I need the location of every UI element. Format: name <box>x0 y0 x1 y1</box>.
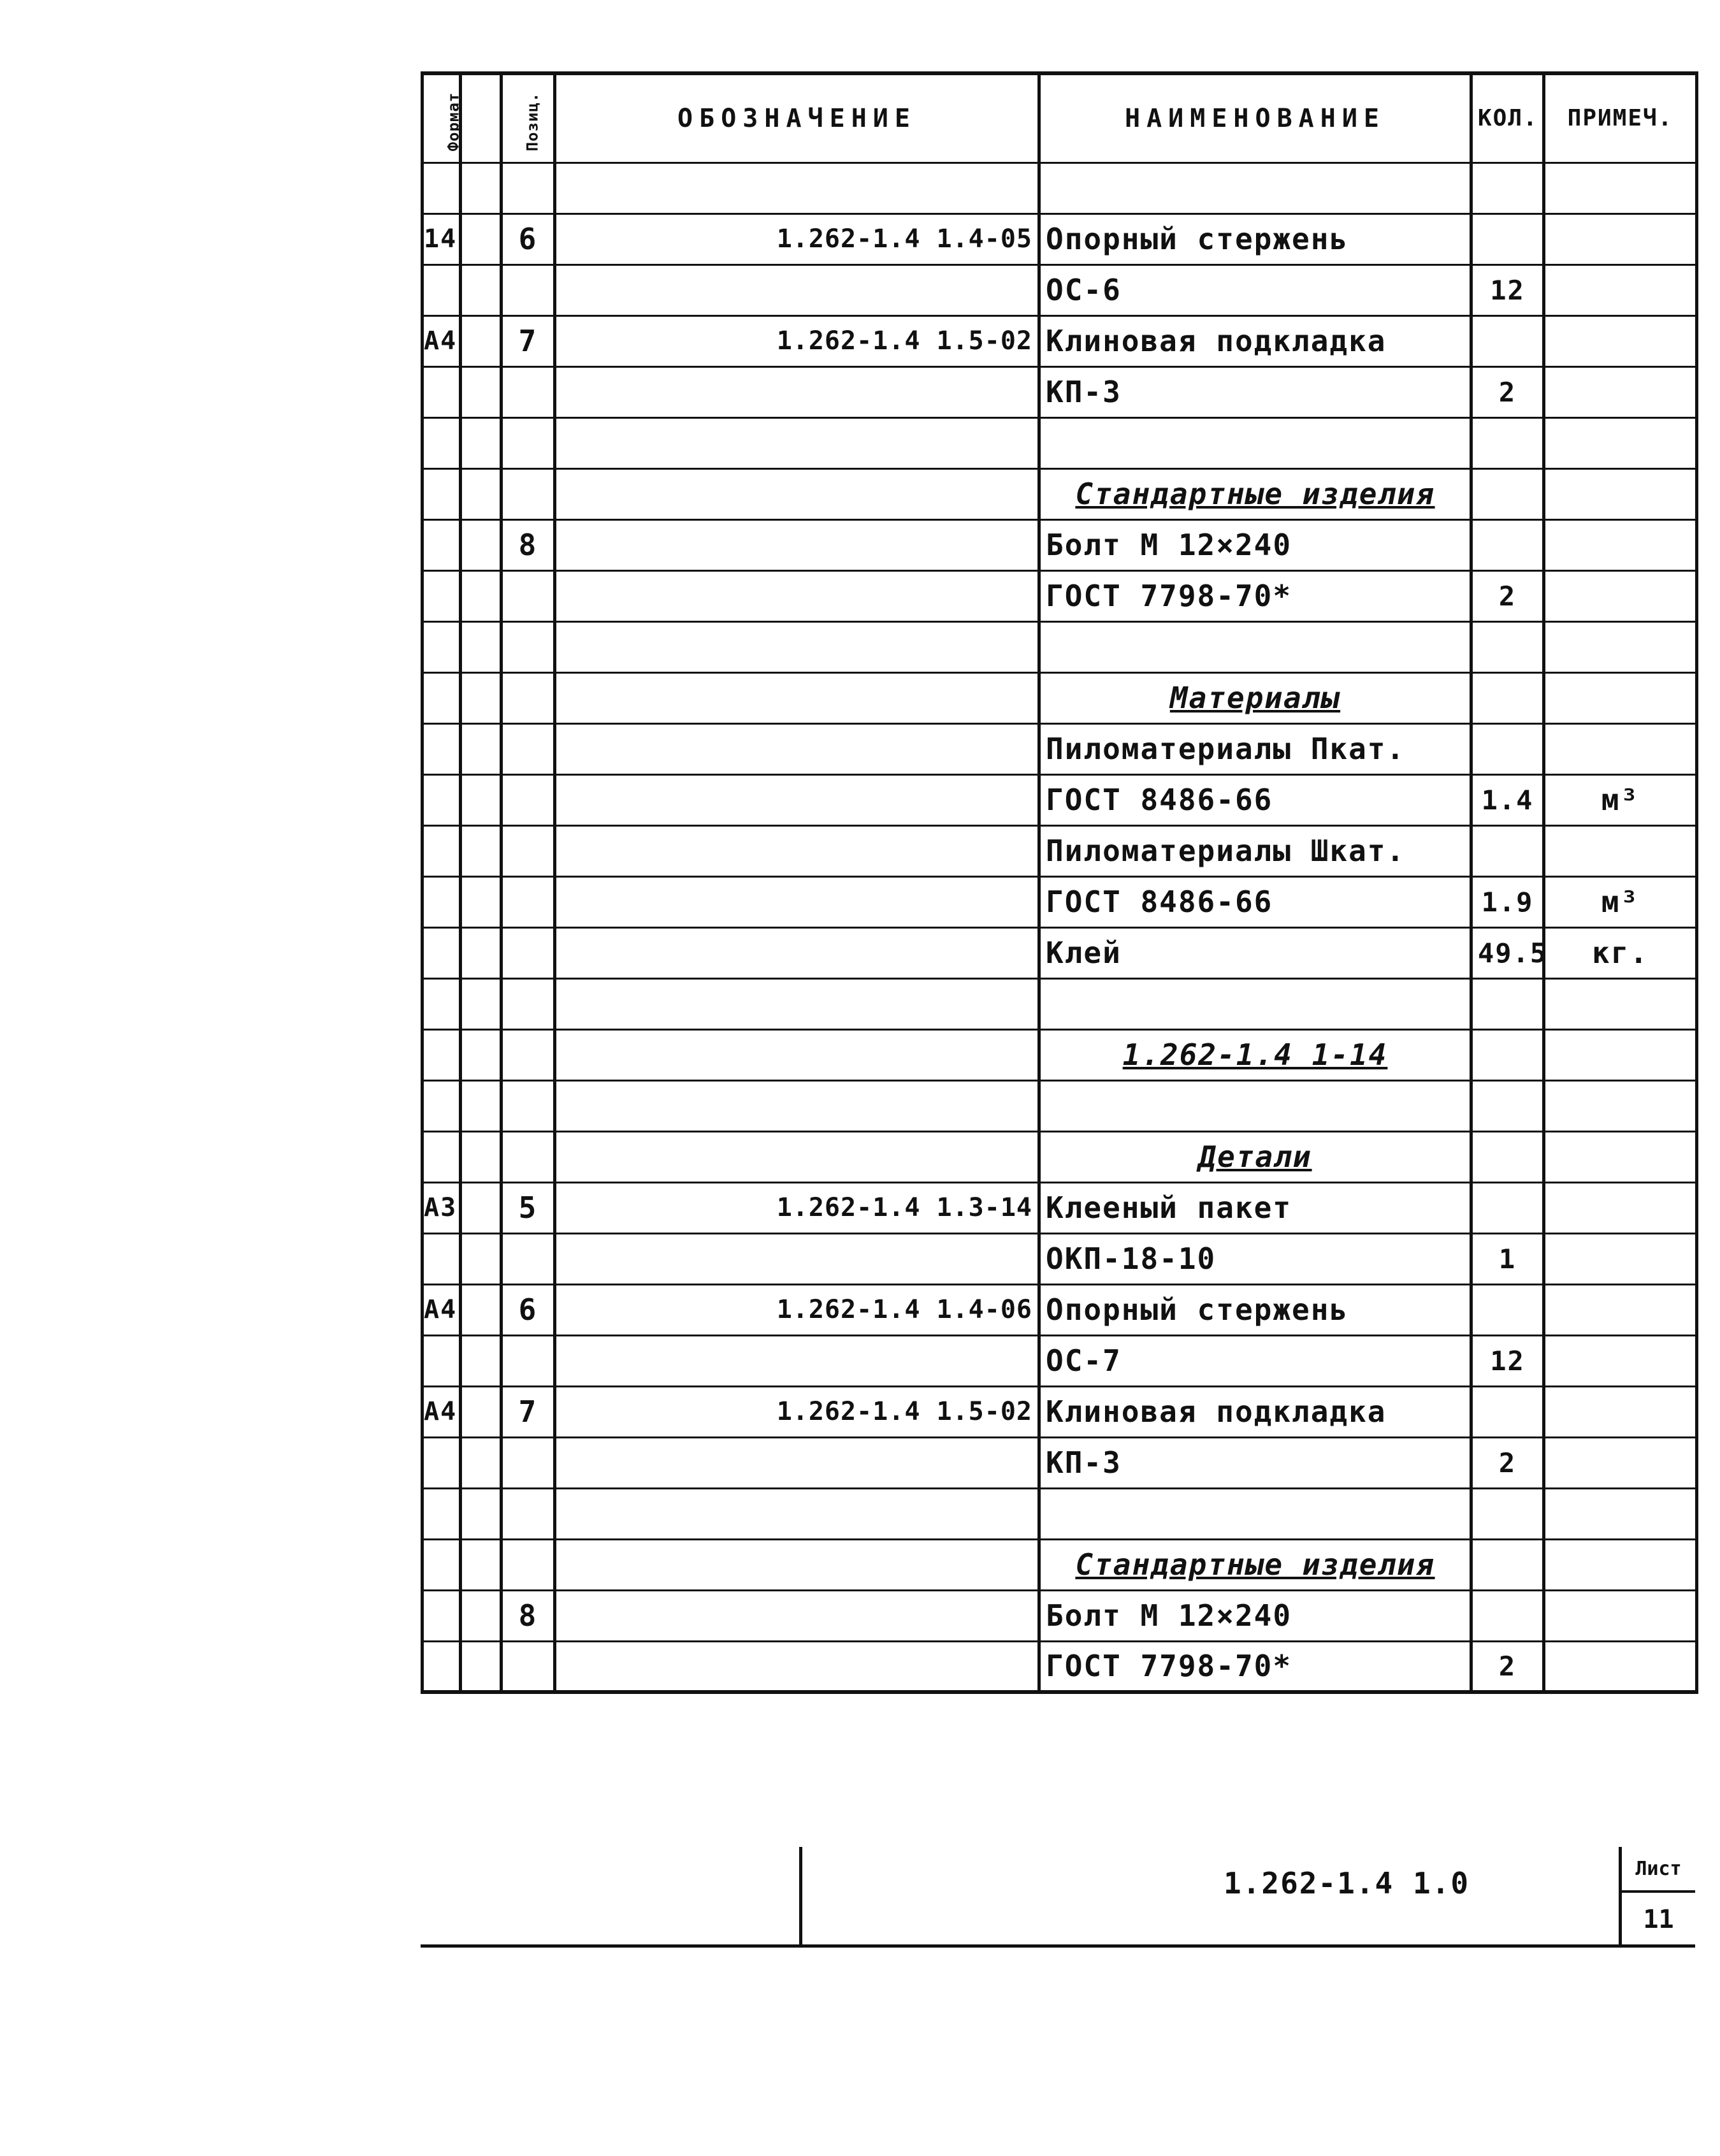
note-cell <box>1544 1131 1697 1182</box>
name-cell: ОКП-18-10 <box>1039 1233 1471 1284</box>
position-cell: 6 <box>502 213 555 264</box>
qty-cell <box>1471 621 1544 672</box>
designation-cell <box>555 978 1039 1029</box>
qty-cell <box>1471 1080 1544 1131</box>
table-row <box>423 163 1697 213</box>
name-cell <box>1039 1080 1471 1131</box>
qty-cell <box>1471 1182 1544 1233</box>
zone-cell <box>461 1080 502 1131</box>
note-cell <box>1544 1335 1697 1386</box>
position-cell <box>502 1029 555 1080</box>
qty-cell <box>1471 1539 1544 1590</box>
note-cell <box>1544 672 1697 723</box>
zone-cell <box>461 315 502 366</box>
name-cell: Клиновая подкладка <box>1039 315 1471 366</box>
zone-cell <box>461 417 502 468</box>
name-cell: Болт М 12×240 <box>1039 519 1471 570</box>
zone-cell <box>461 876 502 927</box>
format-cell <box>423 163 461 213</box>
zone-cell <box>461 927 502 978</box>
zone-cell <box>461 1437 502 1488</box>
format-cell: А4 <box>423 1386 461 1437</box>
position-cell: 6 <box>502 1284 555 1335</box>
designation-cell <box>555 570 1039 621</box>
note-cell <box>1544 468 1697 519</box>
table-row <box>423 1182 1697 1233</box>
zone-cell <box>461 1488 502 1539</box>
qty-cell: 2 <box>1471 1437 1544 1488</box>
qty-cell: 2 <box>1471 366 1544 417</box>
table-row <box>423 366 1697 417</box>
position-cell <box>502 1641 555 1692</box>
table-row <box>423 621 1697 672</box>
note-cell <box>1544 315 1697 366</box>
table-row <box>423 1590 1697 1641</box>
header-zone <box>461 73 502 163</box>
name-cell: Клееный пакет <box>1039 1182 1471 1233</box>
format-cell <box>423 1590 461 1641</box>
designation-cell <box>555 1641 1039 1692</box>
note-cell <box>1544 825 1697 876</box>
qty-cell <box>1471 1386 1544 1437</box>
section-heading: 1.262-1.4 1-14 <box>1039 1029 1471 1080</box>
designation-cell <box>555 264 1039 315</box>
name-cell <box>1039 1488 1471 1539</box>
name-cell <box>1039 417 1471 468</box>
format-cell <box>423 1233 461 1284</box>
header-position: Позиц. <box>502 73 555 163</box>
position-cell <box>502 264 555 315</box>
designation-cell <box>555 163 1039 213</box>
table-row <box>423 315 1697 366</box>
format-cell <box>423 621 461 672</box>
qty-cell: 49.5 <box>1471 927 1544 978</box>
qty-cell: 2 <box>1471 570 1544 621</box>
note-cell: м³ <box>1544 774 1697 825</box>
format-cell <box>423 876 461 927</box>
table-row <box>423 1029 1697 1080</box>
section-heading: Детали <box>1039 1131 1471 1182</box>
format-cell <box>423 723 461 774</box>
position-cell: 8 <box>502 1590 555 1641</box>
designation-cell <box>555 876 1039 927</box>
note-cell <box>1544 163 1697 213</box>
position-cell <box>502 1488 555 1539</box>
table-row <box>423 1539 1697 1590</box>
position-cell <box>502 1233 555 1284</box>
position-cell <box>502 1131 555 1182</box>
designation-cell <box>555 1131 1039 1182</box>
header-name: НАИМЕНОВАНИЕ <box>1039 73 1471 163</box>
format-cell: 14 <box>423 213 461 264</box>
specification-table <box>421 71 1698 1694</box>
zone-cell <box>461 163 502 213</box>
zone-cell <box>461 1539 502 1590</box>
format-cell <box>423 468 461 519</box>
name-cell: Опорный стержень <box>1039 213 1471 264</box>
name-cell <box>1039 621 1471 672</box>
position-cell <box>502 468 555 519</box>
format-cell <box>423 1029 461 1080</box>
position-cell <box>502 1080 555 1131</box>
position-cell <box>502 417 555 468</box>
table-row <box>423 417 1697 468</box>
zone-cell <box>461 825 502 876</box>
format-cell <box>423 672 461 723</box>
note-cell <box>1544 417 1697 468</box>
designation-cell: 1.262-1.4 1.3-14 <box>555 1182 1039 1233</box>
zone-cell <box>461 570 502 621</box>
header-designation: ОБОЗНАЧЕНИЕ <box>555 73 1039 163</box>
section-heading: Стандартные изделия <box>1039 468 1471 519</box>
zone-cell <box>461 774 502 825</box>
table-row <box>423 1335 1697 1386</box>
zone-cell <box>461 468 502 519</box>
designation-cell: 1.262-1.4 1.4-06 <box>555 1284 1039 1335</box>
qty-cell <box>1471 417 1544 468</box>
table-row <box>423 468 1697 519</box>
table-row <box>423 1080 1697 1131</box>
format-cell <box>423 825 461 876</box>
note-cell <box>1544 570 1697 621</box>
table-row <box>423 927 1697 978</box>
title-block-divider <box>799 1847 802 1946</box>
format-cell <box>423 774 461 825</box>
name-cell: Пиломатериалы Пкат. <box>1039 723 1471 774</box>
zone-cell <box>461 366 502 417</box>
position-cell <box>502 774 555 825</box>
table-row <box>423 1488 1697 1539</box>
designation-cell <box>555 723 1039 774</box>
note-cell <box>1544 1233 1697 1284</box>
designation-cell: 1.262-1.4 1.5-02 <box>555 315 1039 366</box>
header-row <box>423 73 1697 163</box>
format-cell <box>423 1080 461 1131</box>
qty-cell <box>1471 1131 1544 1182</box>
note-cell <box>1544 366 1697 417</box>
designation-cell <box>555 1335 1039 1386</box>
name-cell: ГОСТ 7798-70* <box>1039 1641 1471 1692</box>
format-cell <box>423 264 461 315</box>
format-cell <box>423 927 461 978</box>
note-cell <box>1544 1386 1697 1437</box>
name-cell: ОС-6 <box>1039 264 1471 315</box>
zone-cell <box>461 723 502 774</box>
designation-cell <box>555 468 1039 519</box>
designation-cell <box>555 1029 1039 1080</box>
qty-cell <box>1471 519 1544 570</box>
qty-cell <box>1471 1029 1544 1080</box>
format-cell <box>423 417 461 468</box>
format-cell <box>423 1539 461 1590</box>
qty-cell <box>1471 1488 1544 1539</box>
format-cell <box>423 1437 461 1488</box>
qty-cell: 1.9 <box>1471 876 1544 927</box>
format-cell: А3 <box>423 1182 461 1233</box>
zone-cell <box>461 1182 502 1233</box>
zone-cell <box>461 1131 502 1182</box>
position-cell: 7 <box>502 1386 555 1437</box>
position-cell <box>502 825 555 876</box>
table-row <box>423 1437 1697 1488</box>
designation-cell: 1.262-1.4 1.5-02 <box>555 1386 1039 1437</box>
designation-cell <box>555 1590 1039 1641</box>
table-body <box>423 163 1697 1692</box>
note-cell <box>1544 1437 1697 1488</box>
note-cell <box>1544 1539 1697 1590</box>
format-cell <box>423 519 461 570</box>
format-cell <box>423 1488 461 1539</box>
name-cell: Пиломатериалы Шкат. <box>1039 825 1471 876</box>
position-cell <box>502 1437 555 1488</box>
format-cell <box>423 570 461 621</box>
designation-cell <box>555 1488 1039 1539</box>
format-cell: А4 <box>423 1284 461 1335</box>
table-row <box>423 825 1697 876</box>
designation-cell <box>555 519 1039 570</box>
zone-cell <box>461 1386 502 1437</box>
name-cell <box>1039 978 1471 1029</box>
qty-cell: 12 <box>1471 1335 1544 1386</box>
position-cell <box>502 570 555 621</box>
section-heading: Стандартные изделия <box>1039 1539 1471 1590</box>
format-cell <box>423 1131 461 1182</box>
note-cell <box>1544 1029 1697 1080</box>
qty-cell <box>1471 1590 1544 1641</box>
table-row <box>423 1386 1697 1437</box>
document-code: 1.262-1.4 1.0 <box>1224 1866 1470 1900</box>
name-cell: Опорный стержень <box>1039 1284 1471 1335</box>
section-heading: Материалы <box>1039 672 1471 723</box>
zone-cell <box>461 1029 502 1080</box>
designation-cell <box>555 621 1039 672</box>
designation-cell <box>555 825 1039 876</box>
designation-cell: 1.262-1.4 1.4-05 <box>555 213 1039 264</box>
note-cell <box>1544 519 1697 570</box>
table-row <box>423 723 1697 774</box>
qty-cell <box>1471 468 1544 519</box>
position-cell <box>502 927 555 978</box>
zone-cell <box>461 978 502 1029</box>
qty-cell: 1.4 <box>1471 774 1544 825</box>
position-cell: 8 <box>502 519 555 570</box>
note-cell <box>1544 621 1697 672</box>
header-qty: КОЛ. <box>1471 73 1544 163</box>
designation-cell <box>555 417 1039 468</box>
note-cell: м³ <box>1544 876 1697 927</box>
note-cell <box>1544 1488 1697 1539</box>
sheet-number: 11 <box>1643 1905 1674 1934</box>
qty-cell <box>1471 723 1544 774</box>
table-row <box>423 1641 1697 1692</box>
qty-cell <box>1471 978 1544 1029</box>
note-cell <box>1544 723 1697 774</box>
note-cell <box>1544 1641 1697 1692</box>
zone-cell <box>461 1641 502 1692</box>
header-note: ПРИМЕЧ. <box>1544 73 1697 163</box>
position-cell <box>502 1335 555 1386</box>
name-cell: Клиновая подкладка <box>1039 1386 1471 1437</box>
qty-cell <box>1471 213 1544 264</box>
zone-cell <box>461 1335 502 1386</box>
table-row <box>423 519 1697 570</box>
table-row <box>423 570 1697 621</box>
position-cell <box>502 621 555 672</box>
zone-cell <box>461 213 502 264</box>
note-cell <box>1544 1590 1697 1641</box>
designation-cell <box>555 366 1039 417</box>
zone-cell <box>461 264 502 315</box>
table-row <box>423 978 1697 1029</box>
name-cell: Клей <box>1039 927 1471 978</box>
qty-cell <box>1471 163 1544 213</box>
position-cell: 7 <box>502 315 555 366</box>
name-cell: КП-3 <box>1039 1437 1471 1488</box>
designation-cell <box>555 672 1039 723</box>
qty-cell <box>1471 672 1544 723</box>
name-cell <box>1039 163 1471 213</box>
position-cell: 5 <box>502 1182 555 1233</box>
name-cell: КП-3 <box>1039 366 1471 417</box>
table-row <box>423 1233 1697 1284</box>
position-cell <box>502 1539 555 1590</box>
format-cell <box>423 366 461 417</box>
name-cell: ГОСТ 8486-66 <box>1039 876 1471 927</box>
designation-cell <box>555 1437 1039 1488</box>
qty-cell <box>1471 1284 1544 1335</box>
name-cell: Болт М 12×240 <box>1039 1590 1471 1641</box>
note-cell <box>1544 1284 1697 1335</box>
zone-cell <box>461 519 502 570</box>
position-cell <box>502 672 555 723</box>
qty-cell <box>1471 825 1544 876</box>
table-row <box>423 264 1697 315</box>
qty-cell: 1 <box>1471 1233 1544 1284</box>
note-cell <box>1544 1080 1697 1131</box>
zone-cell <box>461 1590 502 1641</box>
sheet-box <box>1619 1847 1695 1946</box>
note-cell <box>1544 213 1697 264</box>
table-row <box>423 1131 1697 1182</box>
note-cell <box>1544 978 1697 1029</box>
format-cell: А4 <box>423 315 461 366</box>
zone-cell <box>461 1233 502 1284</box>
designation-cell <box>555 927 1039 978</box>
table-row <box>423 774 1697 825</box>
title-block <box>421 1847 1695 1948</box>
position-cell <box>502 978 555 1029</box>
zone-cell <box>461 621 502 672</box>
qty-cell <box>1471 315 1544 366</box>
zone-cell <box>461 1284 502 1335</box>
position-cell <box>502 366 555 417</box>
format-cell <box>423 1335 461 1386</box>
position-cell <box>502 723 555 774</box>
qty-cell: 12 <box>1471 264 1544 315</box>
designation-cell <box>555 1539 1039 1590</box>
designation-cell <box>555 1233 1039 1284</box>
designation-cell <box>555 774 1039 825</box>
format-cell <box>423 978 461 1029</box>
designation-cell <box>555 1080 1039 1131</box>
name-cell: ОС-7 <box>1039 1335 1471 1386</box>
table-row <box>423 1284 1697 1335</box>
name-cell: ГОСТ 7798-70* <box>1039 570 1471 621</box>
position-cell <box>502 876 555 927</box>
table-row <box>423 672 1697 723</box>
note-cell: кг. <box>1544 927 1697 978</box>
qty-cell: 2 <box>1471 1641 1544 1692</box>
table-row <box>423 213 1697 264</box>
name-cell: ГОСТ 8486-66 <box>1039 774 1471 825</box>
sheet-label: Лист <box>1622 1847 1695 1893</box>
header-format: Формат <box>423 73 461 163</box>
position-cell <box>502 163 555 213</box>
format-cell <box>423 1641 461 1692</box>
note-cell <box>1544 1182 1697 1233</box>
zone-cell <box>461 672 502 723</box>
table-row <box>423 876 1697 927</box>
note-cell <box>1544 264 1697 315</box>
